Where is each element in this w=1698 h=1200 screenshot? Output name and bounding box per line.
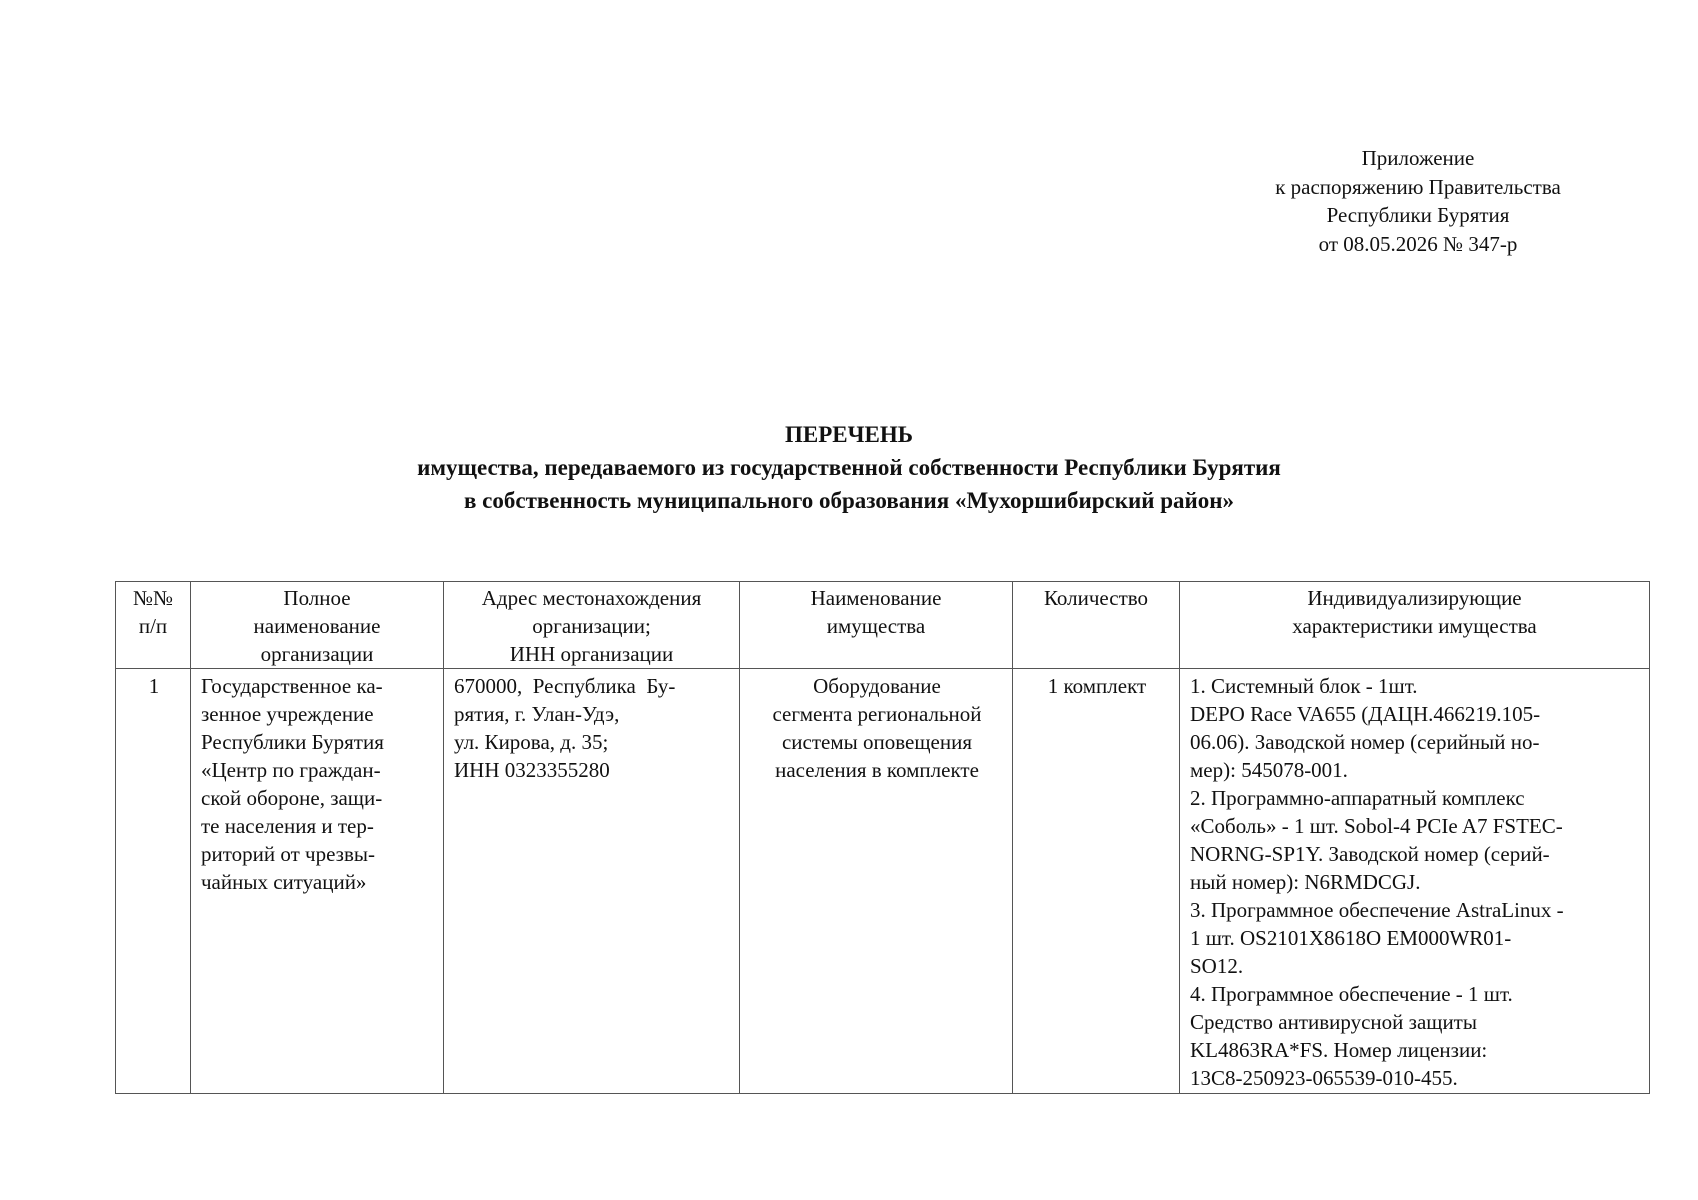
- document-subtitle-line: имущества, передаваемого из государственной собственности Республики Бурятия: [417, 455, 1281, 480]
- row-number: 1: [116, 669, 191, 1094]
- document-heading: [0, 418, 1698, 517]
- document-title: ПЕРЕЧЕНЬ: [785, 422, 913, 447]
- organization-cell: Государственное ка- зенное учреждение Республики Бурятия «Центр по граждан- ской обороне, защи- те населения и тер- риторий от чрезвы- чайных ситуаций»: [191, 669, 444, 1094]
- property-name-cell: Оборудование сегмента региональной системы оповещения населения в комплекте: [740, 669, 1013, 1094]
- appendix-block: [1228, 144, 1608, 258]
- table-header-row: [116, 582, 1650, 669]
- appendix-line: к распоряжению Правительства: [1275, 174, 1561, 199]
- characteristics-cell: 1. Системный блок - 1шт. DEPO Race VA655 (ДАЦН.466219.105- 06.06). Заводской номер (серийный но- мер): 545078-001. 2. Программно-аппаратный комплекс «Соболь» - 1 шт. Sobol-4 PCIe A7 FSTEC- NORNG-SP1Y. Заводской номер (серий- ный номер): N6RMDCGJ. 3. Программное обеспечение AstraLinux - 1 шт. OS2101X8618O EM000WR01- SO12. 4. Программное обеспечение - 1 шт. Средство антивирусной защиты KL4863RA*FS. Номер лицензии: 13C8-250923-065539-010-455.: [1180, 669, 1650, 1094]
- quantity-cell: 1 комплект: [1013, 669, 1180, 1094]
- appendix-line: Республики Бурятия: [1326, 203, 1510, 227]
- header-number: №№ п/п: [116, 582, 191, 669]
- appendix-date-number: от 08.05.2026 № 347-р: [1318, 231, 1518, 256]
- property-table: [115, 581, 1650, 1094]
- header-organization: Полное наименование организации: [191, 582, 444, 669]
- header-address: Адрес местонахождения организации; ИНН организации: [444, 582, 740, 669]
- address-cell: 670000, Республика Бу- рятия, г. Улан-Удэ, ул. Кирова, д. 35; ИНН 0323355280: [444, 669, 740, 1094]
- header-characteristics: Индивидуализирующие характеристики имущества: [1180, 582, 1650, 669]
- table-row: [116, 669, 1650, 1094]
- header-quantity: Количество: [1013, 582, 1180, 669]
- header-property-name: Наименование имущества: [740, 582, 1013, 669]
- document-subtitle-line: в собственность муниципального образования «Мухоршибирский район»: [464, 488, 1234, 513]
- appendix-line: Приложение: [1361, 146, 1475, 170]
